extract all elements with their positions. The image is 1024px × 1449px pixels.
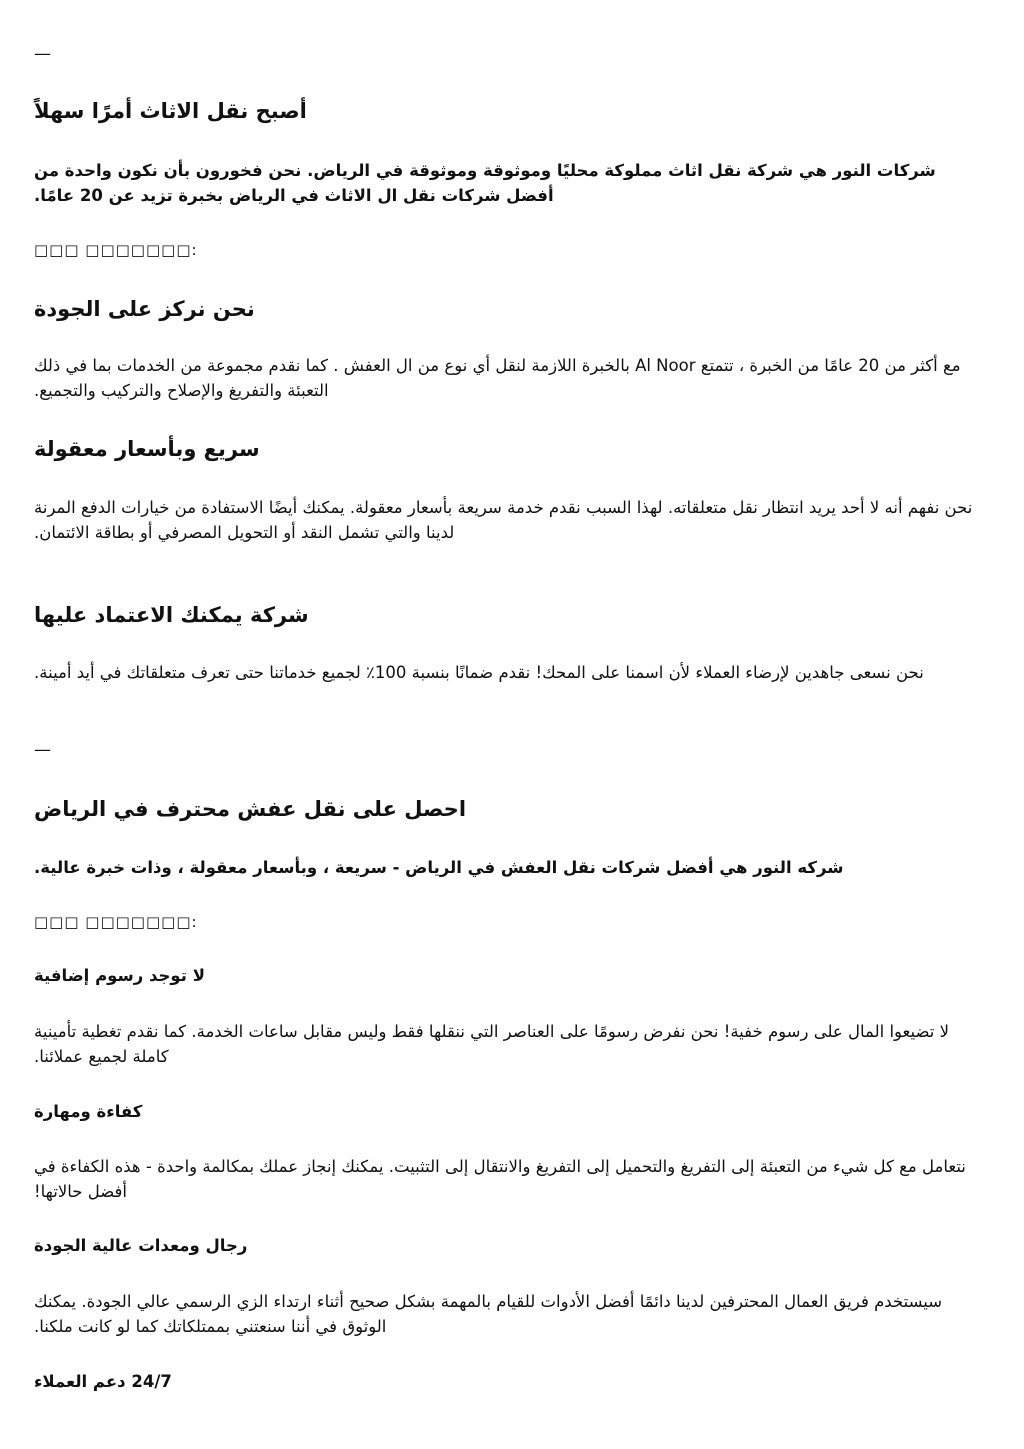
separator-rule: — [34, 44, 51, 64]
section-title: أصبح نقل الاثاث أمرًا سهلاً [34, 99, 307, 123]
feature-body: لا تضيعوا المال على رسوم خفية! نحن نفرض رسومًا على العناصر التي ننقلها فقط وليس مقابل ساعات الخدمة. كما نقدم تغطية تأمينية كاملة لجميع عملائنا. [34, 1022, 950, 1066]
garbled-label: □□□ □□□□□□□: [34, 913, 198, 931]
garbled-label: □□□ □□□□□□□: [34, 241, 198, 259]
feature-body: نحن نسعى جاهدين لإرضاء العملاء لأن اسمنا على المحك! نقدم ضمانًا بنسبة 100٪ لجميع خدماتنا حتى تعرف متعلقاتك في أيد أمينة. [34, 663, 924, 682]
feature-heading: كفاءة ومهارة [34, 1102, 143, 1121]
feature-heading: 24/7 دعم العملاء [34, 1372, 172, 1391]
feature-body: مع أكثر من 20 عامًا من الخبرة ، تتمتع Al Noor بالخبرة اللازمة لنقل أي نوع من ال العفش . كما نقدم مجموعة من الخدمات بما في ذلك التعبئة والتفريغ والإصلاح والتركيب والتجميع. [34, 356, 961, 400]
feature-heading: شركة يمكنك الاعتماد عليها [34, 603, 309, 627]
feature-body: سيستخدم فريق العمال المحترفين لدينا دائمًا أفضل الأدوات للقيام بالمهمة بشكل صحيح أثناء ارتداء الزي الرسمي عالي الجودة. يمكنك الوثوق في أننا سنعتني بممتلكاتك كما لو كانت ملكنا. [34, 1292, 943, 1336]
section-title: احصل على نقل عفش محترف في الرياض [34, 797, 467, 821]
feature-body: نتعامل مع كل شيء من التعبئة إلى التفريغ والتحميل إلى التفريغ والانتقال إلى التثبيت. يمكنك إنجاز عملك بمكالمة واحدة - هذه الكفاءة في أفضل حالاتها! [34, 1157, 966, 1201]
separator-rule: — [34, 740, 51, 760]
feature-heading: سريع وبأسعار معقولة [34, 437, 260, 461]
feature-heading: لا توجد رسوم إضافية [34, 966, 205, 985]
feature-heading: رجال ومعدات عالية الجودة [34, 1236, 248, 1255]
feature-body: نحن نفهم أنه لا أحد يريد انتظار نقل متعلقاته. لهذا السبب نقدم خدمة سريعة بأسعار معقولة. يمكنك أيضًا الاستفادة من خيارات الدفع المرنة لدينا والتي تشمل النقد أو التحويل المصرفي أو بطاقة الائتمان. [34, 498, 973, 542]
intro-paragraph: شركه النور هي أفضل شركات نقل العفش في الرياض - سريعة ، وبأسعار معقولة ، وذات خبرة عالية. [34, 858, 844, 877]
intro-paragraph: شركات النور هي شركة نقل اثاث مملوكة محليًا وموثوقة وموثوقة في الرياض. نحن فخورون بأن نكون واحدة من أفضل شركات نقل ال الاثاث في الرياض بخبرة تزيد عن 20 عامًا. [34, 161, 936, 205]
feature-heading: نحن نركز على الجودة [34, 297, 255, 321]
